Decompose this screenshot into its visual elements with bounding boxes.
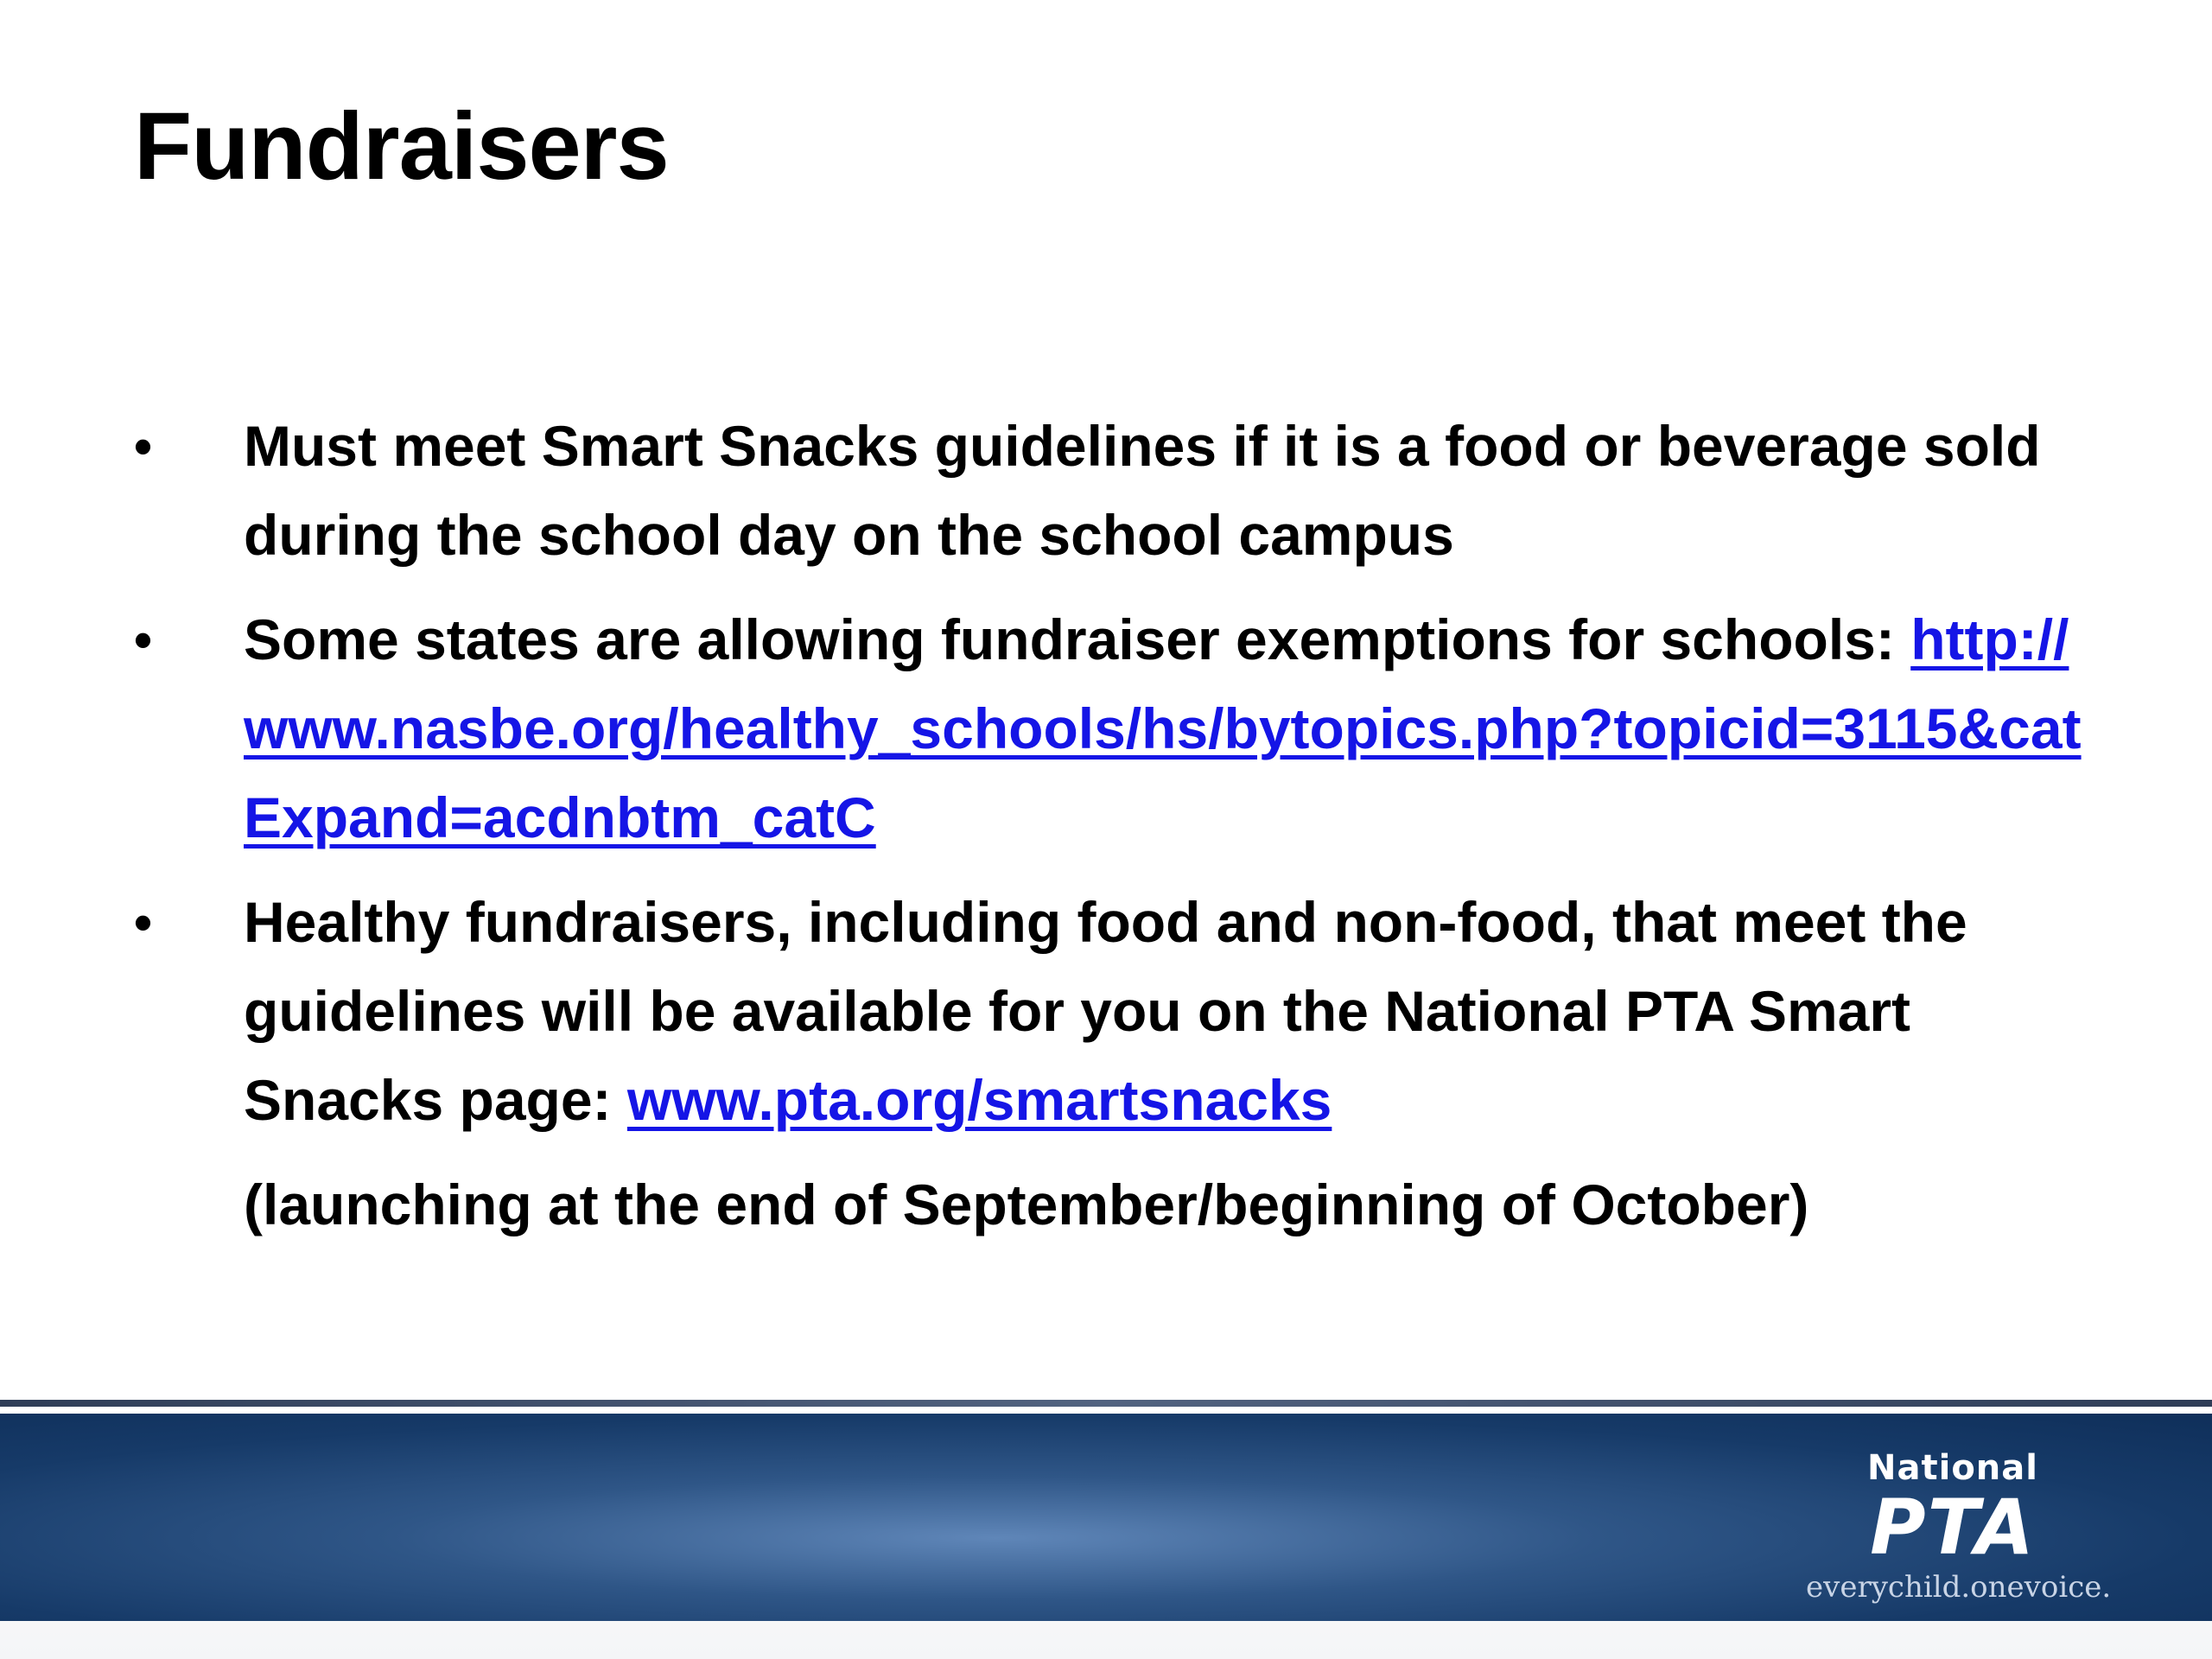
bullet-icon: •: [134, 893, 153, 951]
bullet-text: Some states are allowing fundraiser exemptions for schools:: [244, 607, 1895, 671]
bullet-text: Must meet Smart Snacks guidelines if it is a food or beverage sold during the school day on the school campus: [244, 414, 2041, 567]
bullet-icon: •: [134, 417, 153, 475]
launch-note: (launching at the end of September/beginning of October): [244, 1173, 1809, 1236]
bullet-list: [134, 402, 2095, 1265]
footer-divider: [0, 1400, 2212, 1407]
nasbe-link[interactable]: http://www.nasbe.org/healthy_schools/hs/bytopics.php?topicid=3115&catExpand=acdnbtm_catC: [244, 607, 2082, 849]
logo-tagline: everychild.onevoice.: [1806, 1570, 2112, 1605]
national-pta-logo: [1806, 1448, 2112, 1630]
bullet-icon: •: [134, 611, 153, 669]
logo-pta-text: PTA: [1870, 1483, 2036, 1572]
bullet-item-healthy-fundraisers: [134, 878, 2095, 1249]
bullet-item-smart-snacks: [134, 402, 2095, 580]
footer-divider-gap: [0, 1407, 2212, 1414]
pta-smartsnacks-link[interactable]: www.pta.org/smartsnacks: [626, 1068, 1332, 1132]
footer: [0, 1400, 2212, 1659]
logo-national-text: National: [1867, 1448, 2038, 1488]
footer-band: [0, 1414, 2212, 1621]
bullet-item-state-exemptions: [134, 595, 2095, 862]
bullet-text: Healthy fundraisers, including food and non-food, that meet the guidelines will be available for you on the National PTA Smart Snacks page:: [244, 890, 1967, 1132]
slide-title: Fundraisers: [134, 93, 669, 200]
